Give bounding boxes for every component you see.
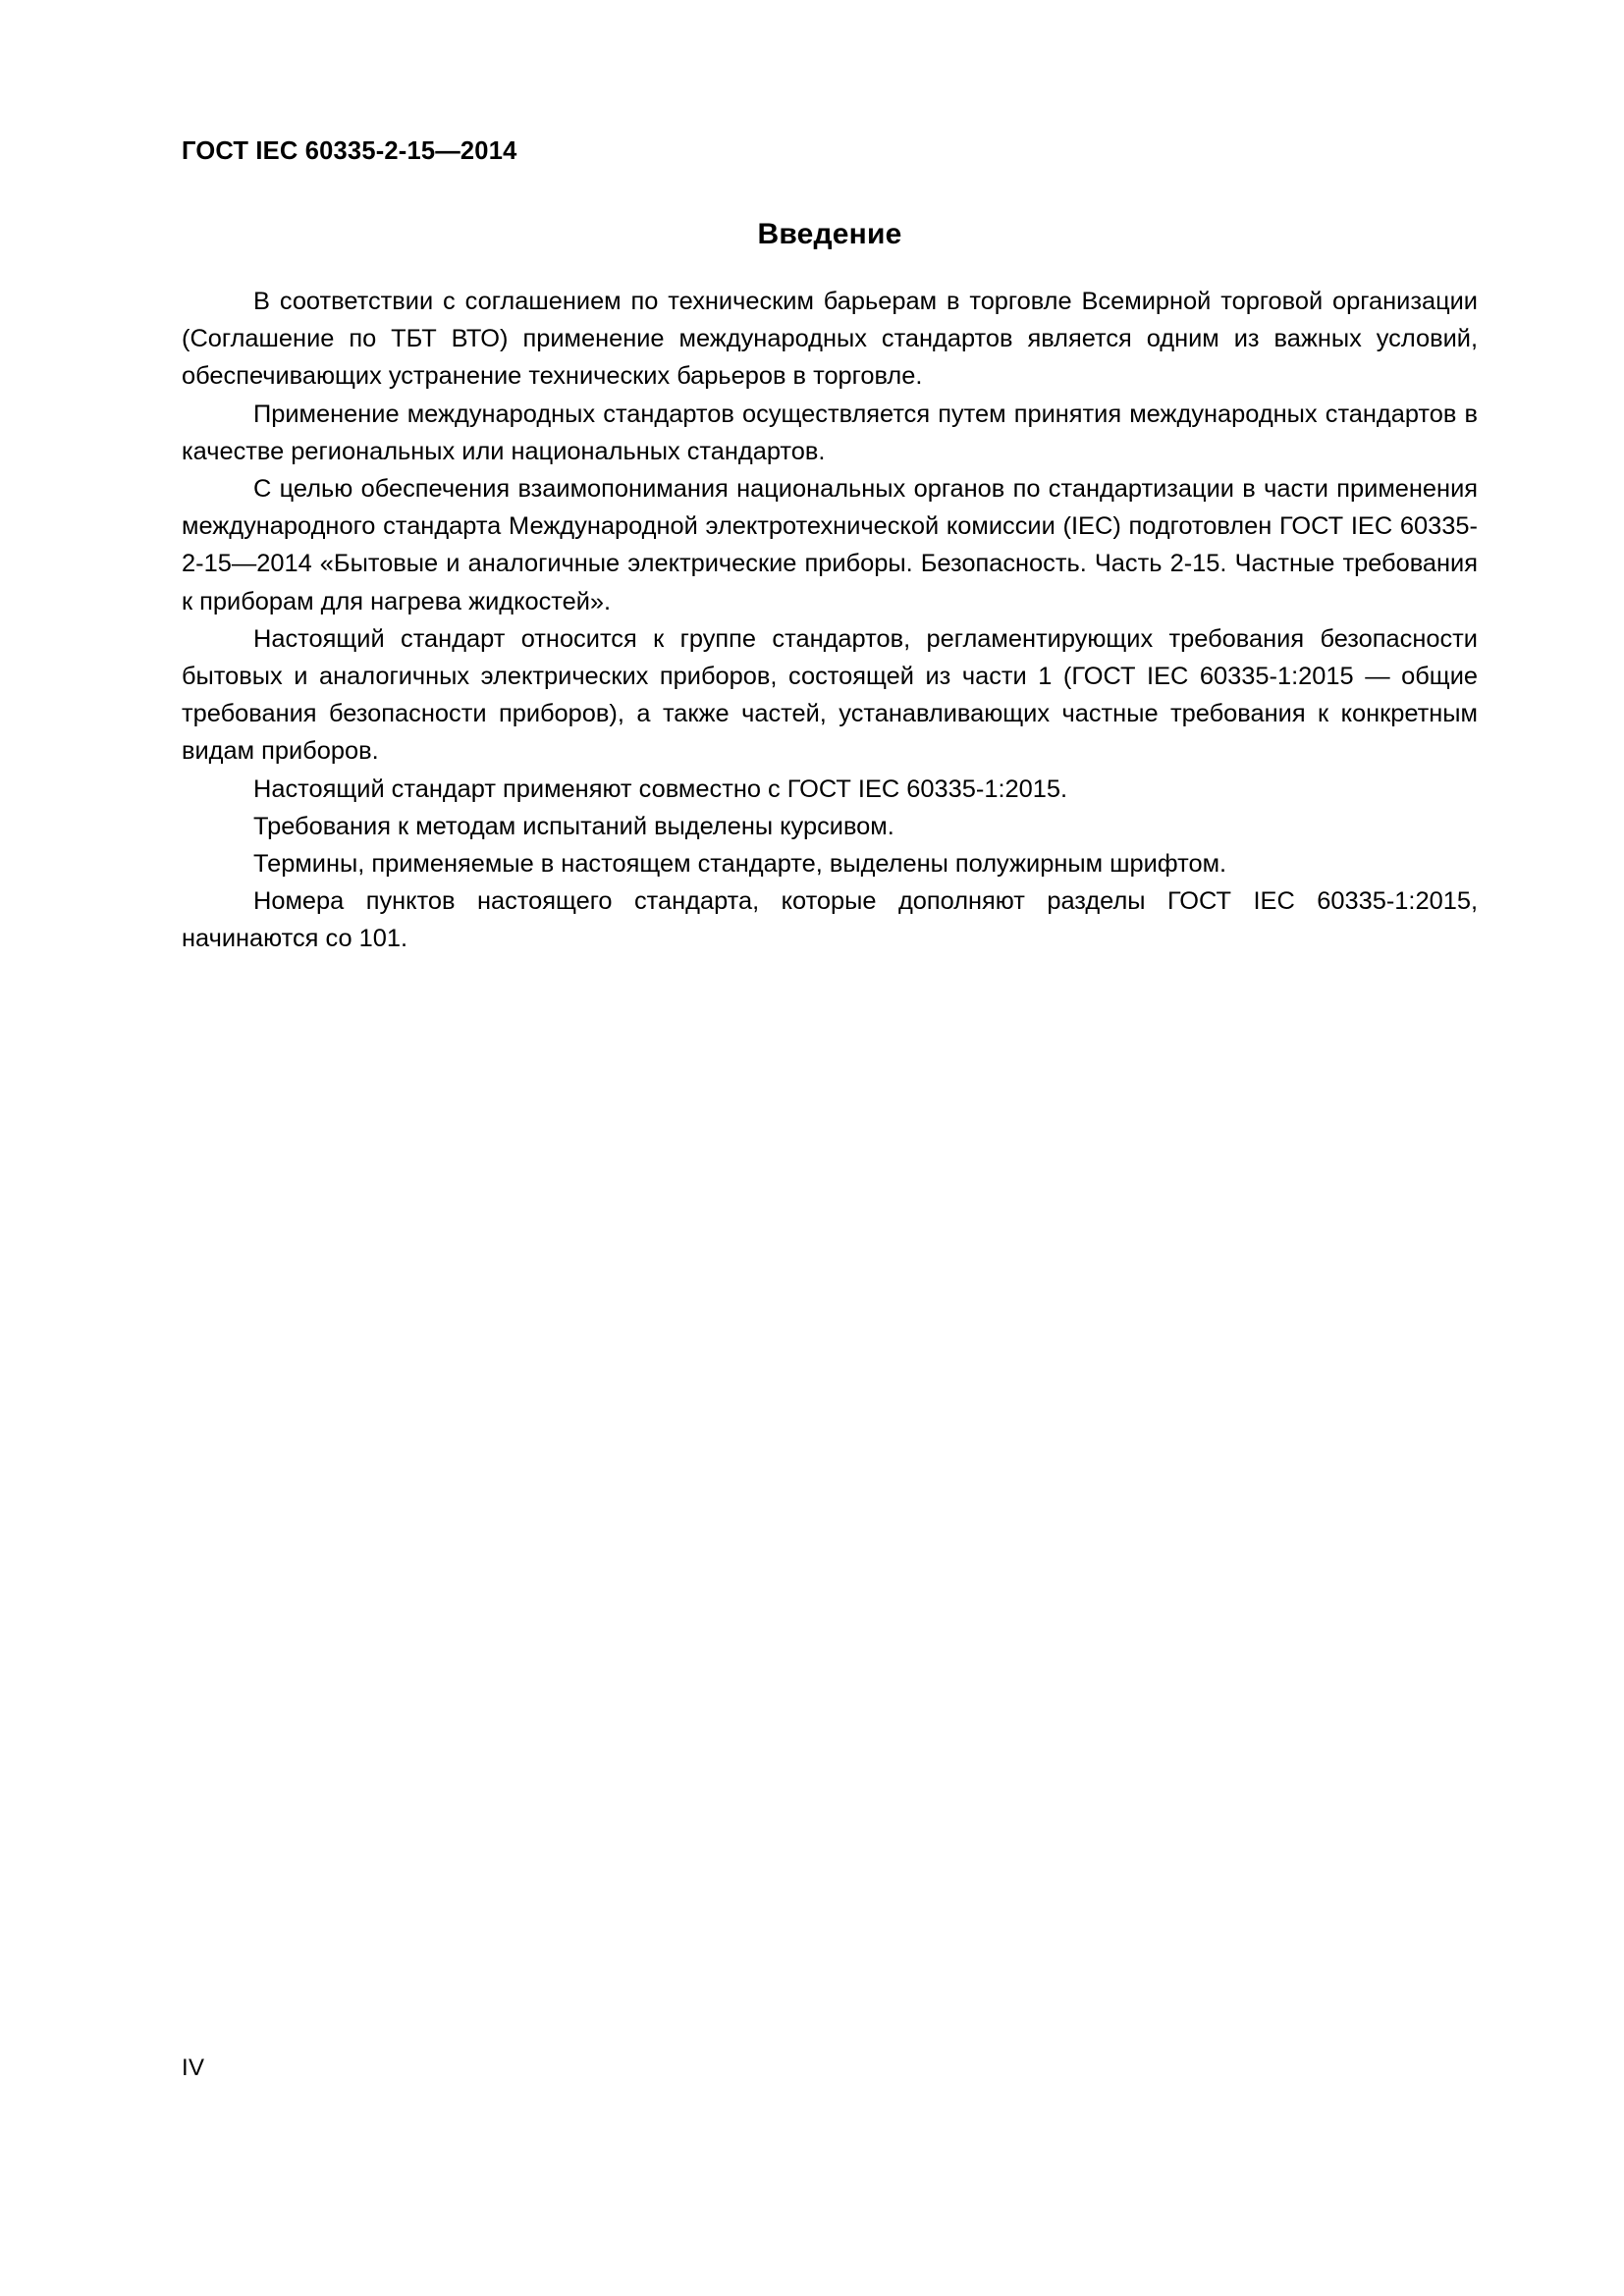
page-title: Введение [757,218,902,250]
paragraph: Номера пунктов настоящего стандарта, которые дополняют разделы ГОСТ IEC 60335-1:2015, начинаются со 101. [182,887,1478,953]
paragraph: Требования к методам испытаний выделены курсивом. [253,812,894,840]
running-head: ГОСТ IEC 60335-2-15—2014 [182,137,517,165]
body-text-block [182,283,1478,958]
page-number: IV [182,2055,205,2081]
paragraph: Настоящий стандарт применяют совместно с ГОСТ IEC 60335-1:2015. [253,774,1068,803]
paragraph: В соответствии с соглашением по техническим барьерам в торговле Всемирной торговой организации (Соглашение по ТБТ ВТО) применение международных стандартов является одним из важных условий, обеспечивающих устранение технических барьеров в торговле. [182,288,1478,391]
paragraph: Термины, применяемые в настоящем стандарте, выделены полужирным шрифтом. [253,850,1227,879]
paragraph: С целью обеспечения взаимопонимания национальных органов по стандартизации в части применения международного стандарта Международной электротехнической комиссии (IEC) подготовлен ГОСТ IEC 60335-2-15—2014 «Бытовые и аналогичные электрические приборы. Безопасность. Часть 2-15. Частные требования к приборам для нагрева жидкостей». [182,475,1478,615]
paragraph: Применение международных стандартов осуществляется путем принятия международных стандартов в качестве региональных или национальных стандартов. [182,400,1478,465]
paragraph: Настоящий стандарт относится к группе стандартов, регламентирующих требования безопасности бытовых и аналогичных электрических приборов, состоящей из части 1 (ГОСТ IEC 60335-1:2015 — общие требования безопасности приборов), а также частей, устанавливающих частные требования к конкретным видам приборов. [182,624,1478,766]
